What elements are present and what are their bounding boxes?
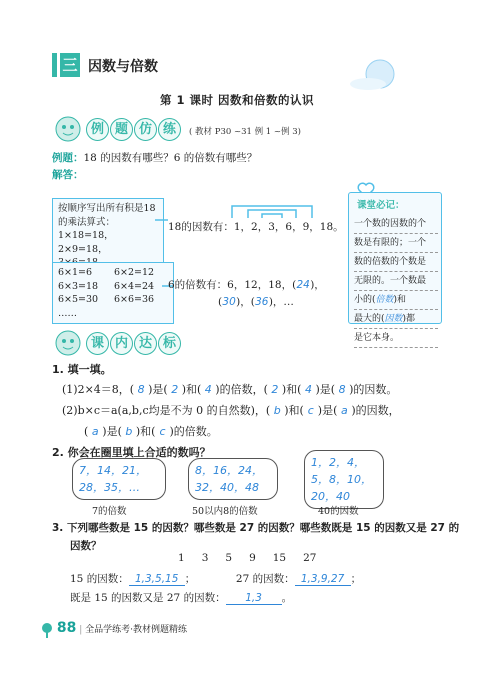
page-number: 88 [56,620,77,636]
banner-char: 题 [110,118,133,141]
unit-title: 因数与倍数 [88,59,158,75]
banner-char: 例 [86,118,109,141]
key-points-note: 课堂必记： 一个数的因数的个 数是有限的；一个 数的倍数的个数是 无限的。一个数最 小的(倍数)和 最大的(因数)都 是它本身。 [348,192,442,324]
q1-part1: (1)2×4＝8，( 8 )是( 2 )和( 4 )的倍数，( 2 )和( 4 )是( 8 )的因数。 [62,383,398,396]
mascot-icon [54,329,82,356]
bubble-multiples-of-8: 8，16，24， 32，40，48 [188,458,278,500]
q3-title-line1: 3. 下列哪些数是 15 的因数？哪些数是 27 的因数？哪些数既是 15 的因数又是 27 的 [52,522,460,534]
answer-label: 解答： [52,169,84,181]
caption-multiples-of-7: 7的倍数 [92,506,127,517]
sun-cloud-icon [346,54,406,94]
unit-number-badge: 三 [52,53,80,77]
banner-char: 仿 [134,118,157,141]
example-section-banner [54,118,354,140]
mascot-icon [54,115,82,142]
footer-text: 全品学练考·教材例题精练 [85,625,188,635]
leaf-icon [40,622,54,638]
bubble-factors-of-40: 1，2，4， 5，8，10， 20，40 [304,450,384,509]
q1-title: 1. 填一填。 [52,363,112,376]
bubble-multiples-of-7: 7，14，21， 28，35，… [72,458,166,500]
q1-part2-line2: ( a )是( b )和( c )的倍数。 [84,425,218,438]
lesson-title: 第 1 课时 因数和倍数的认识 [160,93,315,107]
multiplication-box-18: 按顺序写出所有积是18 的乘法算式： 1×18=18，2×9=18， [52,198,164,274]
example-question: 例题：18 的因数有哪些？6 的倍数有哪些？ [52,152,258,164]
q3-common-factors-row: 既是 15 的因数又是 27 的因数： 1,3 。 [70,592,293,604]
page-footer: 88 | 全品学练考·教材例题精练 [40,620,187,638]
multiples-of-6-line2: (30)，(36)，… [218,296,294,308]
factors-of-18-result: 18的因数有：1，2，3，6，9，18。 [168,221,344,233]
banner-char: 达 [134,332,157,355]
caption-multiples-of-8: 50以内8的倍数 [192,506,258,517]
textbook-reference: ( 教材 P30 ~31 例 1 ~例 3) [189,127,301,137]
q3-number-list: 1 3 5 9 15 27 [178,552,317,564]
q3-title-line2: 因数？ [70,540,102,552]
caption-factors-of-40: 40的因数 [318,506,359,517]
banner-char: 内 [110,332,133,355]
q2-title: 2. 你会在圈里填上合适的数吗？ [52,446,211,459]
q1-part2-line1: (2)b×c＝a(a,b,c均是不为 0 的自然数)，( b )和( c )是( a )的因数， [62,404,400,417]
multiples-of-6-line1: 6的倍数有：6，12，18，(24)， [168,279,325,291]
class-section-banner [54,332,254,354]
q3-factors-row: 15 的因数： 1,3,5,15 ； 27 的因数： 1,3,9,27 ； [70,573,362,585]
banner-char: 标 [158,332,181,355]
banner-char: 课 [86,332,109,355]
banner-char: 练 [158,118,181,141]
multiplication-box-6: 6×1=6 6×2=12 6×3=18 6×4=24 6×5=30 6×6=36 …… [52,262,174,324]
